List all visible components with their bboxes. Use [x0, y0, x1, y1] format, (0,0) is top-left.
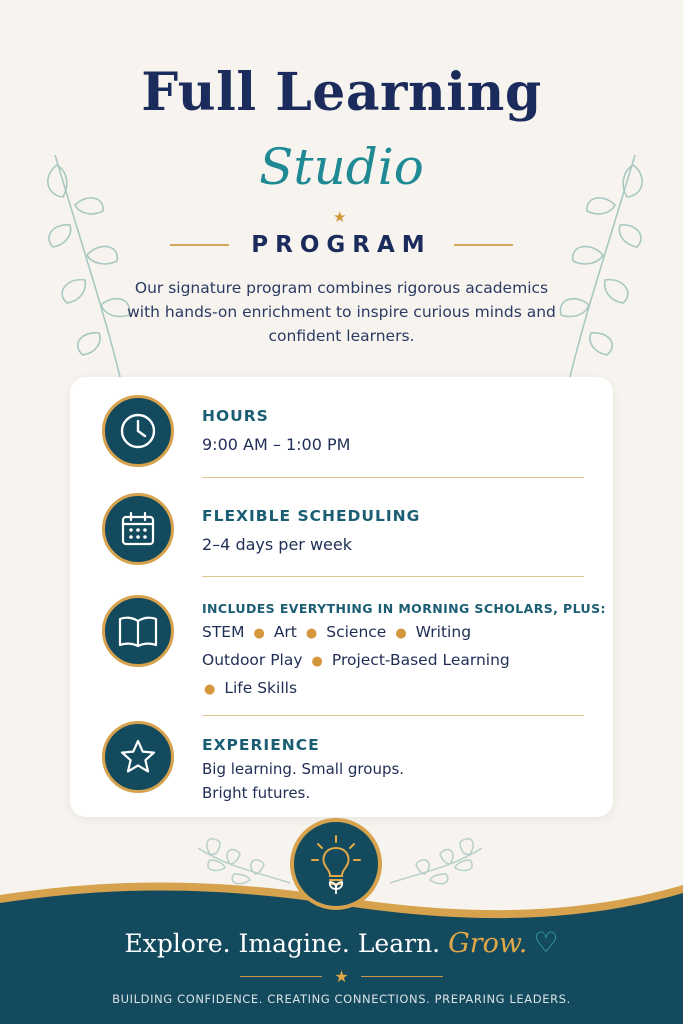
divider-line	[454, 244, 513, 246]
footer-motto: BUILDING CONFIDENCE. CREATING CONNECTIONS. PREPARING LEADERS.	[112, 992, 571, 1006]
star-icon	[118, 737, 158, 777]
footer-tagline	[0, 926, 683, 959]
divider-line	[240, 976, 322, 977]
lightbulb-icon	[306, 832, 366, 896]
experience-line2: Bright futures.	[202, 784, 311, 802]
star-ornament-icon: ★	[334, 966, 349, 986]
divider-line	[202, 715, 584, 716]
page-title-script: Studio	[259, 138, 424, 196]
list-item: STEM	[202, 623, 245, 641]
divider-line	[361, 976, 443, 977]
book-icon-badge	[102, 595, 174, 667]
book-icon	[117, 613, 159, 649]
experience-line1: Big learning. Small groups.	[202, 760, 405, 778]
list-item: Life Skills	[224, 679, 298, 697]
intro-text: Our signature program combines rigorous academics with hands-on enrichment to inspire curious minds and confident learners.	[127, 279, 556, 345]
divider-line	[202, 477, 584, 478]
includes-title: INCLUDES EVERYTHING IN MORNING SCHOLARS, PLUS:	[202, 601, 606, 616]
tagline-grow: Grow.	[448, 928, 528, 959]
list-item: Writing	[415, 623, 472, 641]
heart-icon: ♡	[533, 926, 559, 959]
calendar-icon	[118, 509, 158, 549]
divider-line	[202, 576, 584, 577]
page-title: Full Learning	[141, 62, 542, 123]
list-item: Project-Based Learning	[331, 651, 510, 669]
details-card	[70, 377, 613, 817]
star-icon-badge	[102, 721, 174, 793]
bullet-dot-icon: ●	[204, 682, 216, 697]
scheduling-row	[70, 493, 613, 573]
calendar-icon-badge	[102, 493, 174, 565]
bullet-dot-icon: ●	[305, 626, 318, 641]
clock-icon	[119, 412, 157, 450]
list-item: Outdoor Play	[202, 651, 303, 669]
footer-divider	[240, 967, 443, 985]
hours-title: HOURS	[202, 407, 269, 425]
tagline-text: Explore. Imagine. Learn.	[124, 929, 441, 958]
bullet-dot-icon: ●	[395, 626, 407, 641]
hours-value: 9:00 AM – 1:00 PM	[202, 435, 351, 454]
lightbulb-icon-badge	[290, 818, 382, 910]
program-heading-row	[170, 230, 513, 260]
experience-row	[70, 721, 613, 811]
experience-title: EXPERIENCE	[202, 736, 320, 754]
star-ornament-icon: ★	[333, 208, 347, 226]
includes-row	[70, 591, 613, 711]
scheduling-value: 2–4 days per week	[202, 535, 352, 554]
includes-list	[202, 619, 592, 703]
bullet-dot-icon: ●	[253, 626, 265, 641]
divider-line	[170, 244, 229, 246]
list-item: Science	[326, 623, 387, 641]
scheduling-title: FLEXIBLE SCHEDULING	[202, 507, 421, 525]
hours-row	[70, 395, 613, 475]
list-item: Art	[273, 623, 297, 641]
bullet-dot-icon: ●	[311, 654, 323, 669]
program-heading: PROGRAM	[251, 232, 432, 258]
clock-icon-badge	[102, 395, 174, 467]
